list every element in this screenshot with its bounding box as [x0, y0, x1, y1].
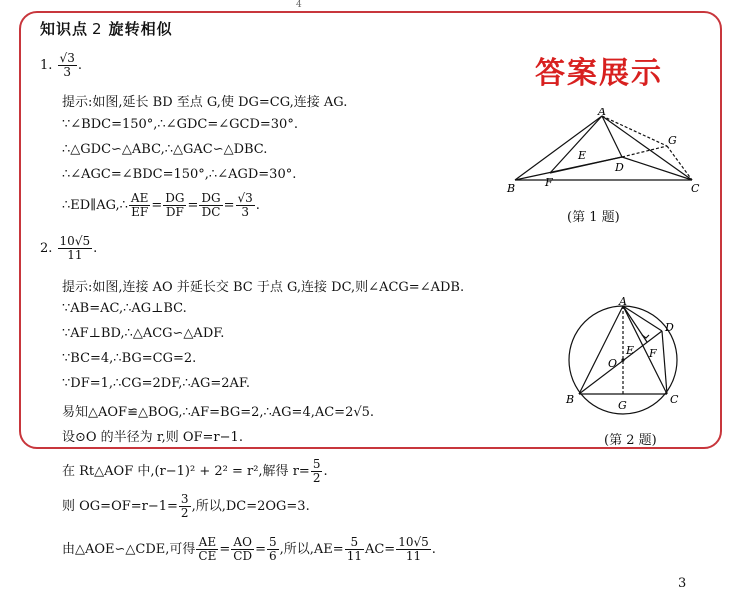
heading-title: 旋转相似 — [108, 20, 173, 38]
fig2-label-c: C — [670, 393, 679, 406]
fig1-label-c: C — [691, 182, 700, 195]
fig1-label-a: A — [598, 108, 606, 118]
fig1-label-g: G — [668, 134, 677, 147]
fig1-line-dc — [622, 157, 692, 180]
q2-line-8: 在 Rt△AOF 中,(r−1)² + 2² = r²,解得 r= $\frac{5}{2}$ . — [62, 457, 328, 485]
q2-line-3: ∵AF⊥BD,∴△ACG∽△ADF. — [62, 326, 225, 341]
fig1-label-f: F — [545, 176, 553, 189]
answer-display-label: 答案展示 — [535, 56, 663, 91]
q2-line-9: 则 OG=OF=r−1= $\frac{3}{2}$ ,所以,DC=2OG=3. — [62, 492, 310, 520]
q1-line-5: ∴ED∥AG,∴ $\frac{AE}{EF}$ = $\frac{DG}{DF}$ = $\frac{DG}{DC}$ = $\frac{√3}{3}$ . — [62, 191, 260, 219]
page-number: 3 — [678, 576, 687, 591]
fig2-center-dot — [621, 358, 624, 361]
q1-number: 1. — [40, 58, 53, 73]
fig1-line-af — [550, 116, 602, 173]
fig1-line-dg — [622, 146, 667, 157]
fig1-line-ad — [602, 116, 622, 157]
q2-line-7: 设⊙O 的半径为 r,则 OF=r−1. — [62, 430, 243, 445]
q2-number: 2. — [40, 241, 53, 256]
q2-answer-fraction: $\frac{10√5}{11}$ — [59, 234, 91, 262]
q2-line-1: 提示:如图,连接 AO 并延长交 BC 于点 G,连接 DC,则∠ACG=∠ADB. — [62, 280, 465, 295]
fig1-line-ag — [602, 116, 667, 146]
fig2-label-a: A — [619, 295, 627, 308]
fig1-label-e: E — [578, 149, 587, 162]
q2-line-10: 由△AOE∽△CDE,可得 $\frac{AE}{CE}$ = $\frac{AO}{CD}$ = $\frac{5}{6}$ ,所以,AE= $\frac{5}{11}$ AC= $\frac{10√5}{11}$ . — [62, 535, 436, 563]
heading-number: 2 — [92, 20, 103, 38]
fig2-label-f: F — [649, 347, 657, 360]
fig2-label-o: O — [608, 357, 618, 370]
q1-line-2: ∵∠BDC=150°,∴∠GDC=∠GCD=30°. — [62, 117, 298, 132]
section-heading — [40, 18, 173, 39]
top-page-mark: 4 — [296, 0, 302, 10]
q1-line-1: 提示:如图,延长 BD 至点 G,使 DG=CG,连接 AG. — [62, 95, 348, 110]
q1-line-3: ∴△GDC∽△ABC,∴△GAC∽△DBC. — [62, 142, 268, 157]
q1-answer: 1. $\frac{√3}{3}$ . — [40, 51, 82, 79]
q1-line-4: ∴∠AGC=∠BDC=150°,∴∠AGD=30°. — [62, 167, 297, 182]
fig1-line-gc — [667, 146, 692, 180]
figure-1-caption: (第 1 题) — [567, 210, 620, 225]
fig2-label-d: D — [665, 321, 674, 334]
q2-line-2: ∵AB=AC,∴AG⊥BC. — [62, 301, 187, 316]
fig1-label-b: B — [507, 182, 516, 195]
fig2-label-g: G — [618, 399, 627, 412]
fig1-label-d: D — [615, 161, 624, 174]
q1-answer-fraction: $\frac{√3}{3}$ — [59, 51, 75, 79]
fig2-right-angle — [642, 335, 649, 338]
fig2-line-bd — [579, 331, 662, 394]
q2-answer: 2. $\frac{10√5}{11}$ . — [40, 234, 98, 262]
heading-prefix: 知识点 — [40, 20, 89, 38]
figure-2-caption: (第 2 题) — [604, 433, 657, 448]
figure-2 — [560, 295, 690, 425]
q2-line-6: 易知△AOF≌△BOG,∴AF=BG=2,∴AG=4,AC=2√5. — [62, 405, 375, 420]
q2-line-4: ∵BC=4,∴BG=CG=2. — [62, 351, 197, 366]
fig2-label-b: B — [566, 393, 575, 406]
figure-1 — [505, 108, 715, 198]
fig2-line-ab — [579, 306, 623, 394]
q2-line-5: ∵DF=1,∴CG=2DF,∴AG=2AF. — [62, 376, 251, 391]
fig2-label-e: E — [626, 344, 635, 357]
